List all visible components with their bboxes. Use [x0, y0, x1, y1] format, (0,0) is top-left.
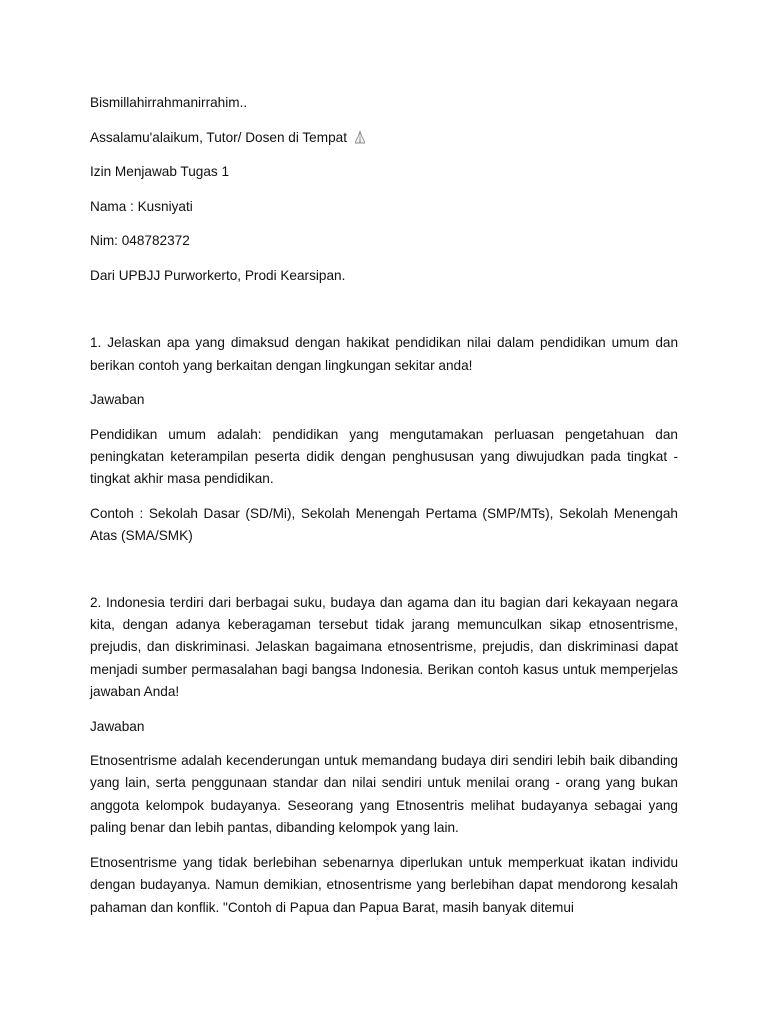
nim-text: Nim: 048782372	[90, 233, 190, 249]
salam-text: Assalamu'alaikum, Tutor/ Dosen di Tempat	[90, 129, 347, 145]
answer-1-paragraph-1: Pendidikan umum adalah: pendidikan yang mengutamakan perluasan pengetahuan dan peningkatan keterampilan peserta didik dengan penghususan yang diwujudkan pada tingkat - tingkat akhir masa pendidikan.	[90, 426, 678, 487]
answer-2-label: Jawaban	[90, 718, 145, 734]
praying-hands-icon	[353, 129, 367, 143]
nama-text: Nama : Kusniyati	[90, 198, 193, 214]
answer-2-paragraph-1: Etnosentrisme adalah kecenderungan untuk memandang budaya diri sendiri lebih baik dibanding yang lain, serta penggunaan standar dan nilai sendiri untuk menilai orang - orang yang bukan anggota kelompok budayanya. Seseorang yang Etnosentris melihat budayanya sebagai yang paling benar dan lebih pantas, dibanding kelompok yang lain.	[90, 753, 678, 836]
izin-text: Izin Menjawab Tugas 1	[90, 164, 230, 180]
answer-2-paragraph-2: Etnosentrisme yang tidak berlebihan sebenarnya diperlukan untuk memperkuat ikatan individu dengan budayanya. Namun demikian, etnosentrisme yang berlebihan dapat mendorong kesalah pahaman dan konflik. "Contoh di Papua dan Papua Barat, masih banyak ditemui	[90, 854, 678, 915]
answer-1-paragraph-2: Contoh : Sekolah Dasar (SD/Mi), Sekolah Menengah Pertama (SMP/MTs), Sekolah Menengah Atas (SMA/SMK)	[90, 505, 678, 544]
question-2: 2. Indonesia terdiri dari berbagai suku, budaya dan agama dan itu bagian dari kekayaan negara kita, dengan adanya keberagaman tersebut tidak jarang memunculkan sikap etnosentrisme, prejudis, dan diskriminasi. Jelaskan bagaimana etnosentrisme, prejudis, dan diskriminasi dapat menjadi sumber permasalahan bagi bangsa Indonesia. Berikan contoh kasus untuk memperjelas jawaban Anda!	[90, 594, 678, 700]
answer-1-label: Jawaban	[90, 392, 145, 408]
greeting-text: Bismillahirrahmanirrahim..	[90, 95, 248, 110]
salam-line	[90, 127, 678, 149]
dari-text: Dari UPBJJ Purworkerto, Prodi Kearsipan.	[90, 267, 346, 283]
question-1: 1. Jelaskan apa yang dimaksud dengan hakikat pendidikan nilai dalam pendidikan umum dan berikan contoh yang berkaitan dengan lingkungan sekitar anda!	[90, 335, 678, 373]
